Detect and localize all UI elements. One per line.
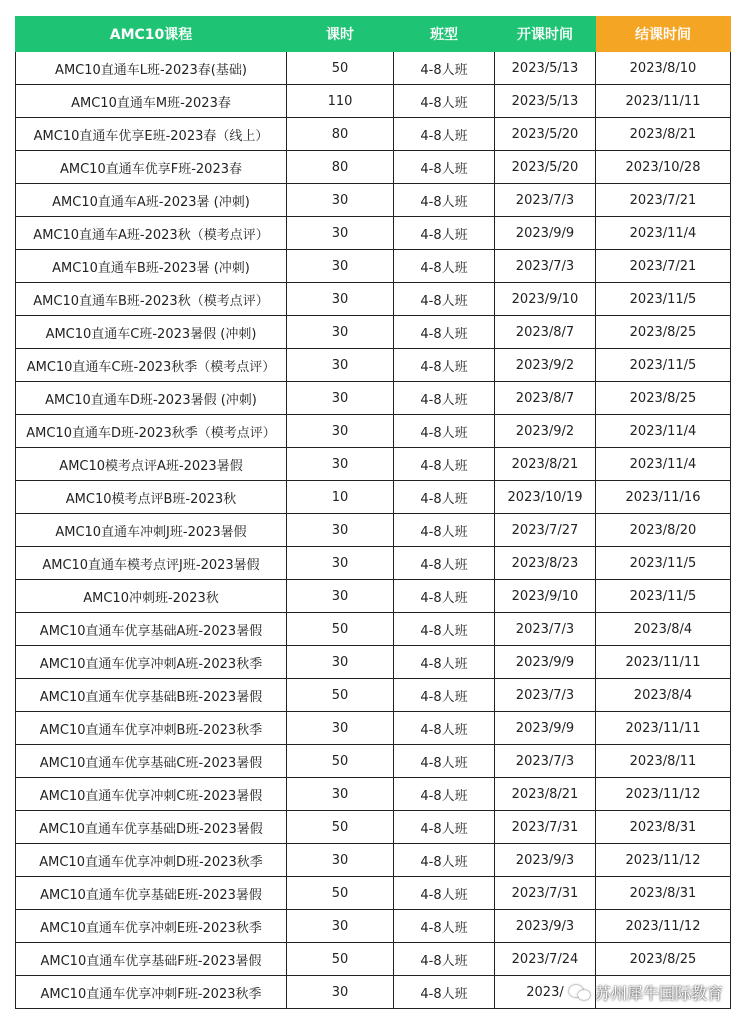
start-date-cell: 2023/10/19 [495,481,596,514]
hours-cell: 30 [287,382,394,415]
header-start-date: 开课时间 [495,17,596,52]
class-type-cell: 4-8人班 [394,217,495,250]
course-name-cell: AMC10直通车优享冲刺F班-2023秋季 [16,976,287,1009]
start-date-cell: 2023/9/2 [495,415,596,448]
hours-cell: 30 [287,316,394,349]
course-name-cell: AMC10直通车优享F班-2023春 [16,151,287,184]
course-name-cell: AMC10直通车D班-2023暑假 (冲刺) [16,382,287,415]
start-date-cell: 2023/7/31 [495,811,596,844]
course-name-cell: AMC10直通车A班-2023暑 (冲刺) [16,184,287,217]
watermark [569,981,723,1004]
end-date-cell: 2023/8/11 [596,745,731,778]
end-date-cell: 2023/11/5 [596,580,731,613]
start-date-cell: 2023/7/3 [495,679,596,712]
start-date-cell: 2023/9/9 [495,646,596,679]
table-row [16,481,731,514]
start-date-cell: 2023/7/3 [495,745,596,778]
course-name-cell: AMC10直通车优享基础E班-2023暑假 [16,877,287,910]
hours-cell: 30 [287,448,394,481]
course-name-cell: AMC10冲刺班-2023秋 [16,580,287,613]
hours-cell: 80 [287,118,394,151]
header-course: AMC10课程 [16,17,287,52]
hours-cell: 50 [287,679,394,712]
end-date-cell: 2023/8/25 [596,316,731,349]
class-type-cell: 4-8人班 [394,679,495,712]
start-date-cell: 2023/8/7 [495,382,596,415]
header-row [16,17,731,52]
start-date-cell: 2023/8/23 [495,547,596,580]
class-type-cell: 4-8人班 [394,844,495,877]
table-row [16,646,731,679]
end-date-cell: 2023/11/4 [596,415,731,448]
end-date-cell: 2023/8/4 [596,679,731,712]
table-body [16,52,731,1009]
header-end-date: 结课时间 [596,17,731,52]
class-type-cell: 4-8人班 [394,52,495,85]
course-name-cell: AMC10直通车优享E班-2023春（线上） [16,118,287,151]
hours-cell: 30 [287,844,394,877]
hours-cell: 30 [287,349,394,382]
hours-cell: 30 [287,250,394,283]
course-name-cell: AMC10直通车优享基础A班-2023暑假 [16,613,287,646]
end-date-cell: 2023/11/11 [596,646,731,679]
end-date-cell: 2023/8/10 [596,52,731,85]
hours-cell: 50 [287,877,394,910]
table-row [16,514,731,547]
class-type-cell: 4-8人班 [394,514,495,547]
wechat-icon [569,985,591,1001]
hours-cell: 50 [287,943,394,976]
start-date-cell: 2023/5/20 [495,118,596,151]
table-row [16,910,731,943]
header-hours: 课时 [287,17,394,52]
table-row [16,745,731,778]
hours-cell: 50 [287,811,394,844]
course-name-cell: AMC10直通车优享基础F班-2023暑假 [16,943,287,976]
table-row [16,811,731,844]
hours-cell: 110 [287,85,394,118]
end-date-cell: 2023/7/21 [596,250,731,283]
course-name-cell: AMC10直通车优享冲刺C班-2023暑假 [16,778,287,811]
hours-cell: 80 [287,151,394,184]
start-date-cell: 2023/9/2 [495,349,596,382]
class-type-cell: 4-8人班 [394,778,495,811]
end-date-cell: 2023/11/4 [596,217,731,250]
course-name-cell: AMC10直通车A班-2023秋（模考点评） [16,217,287,250]
table-row [16,580,731,613]
hours-cell: 30 [287,778,394,811]
class-type-cell: 4-8人班 [394,283,495,316]
start-date-cell: 2023/9/10 [495,283,596,316]
course-name-cell: AMC10直通车模考点评J班-2023暑假 [16,547,287,580]
end-date-cell: 2023/11/11 [596,85,731,118]
table-row [16,184,731,217]
course-name-cell: AMC10模考点评A班-2023暑假 [16,448,287,481]
course-name-cell: AMC10模考点评B班-2023秋 [16,481,287,514]
course-name-cell: AMC10直通车M班-2023春 [16,85,287,118]
course-name-cell: AMC10直通车优享冲刺D班-2023秋季 [16,844,287,877]
start-date-cell: 2023/7/3 [495,613,596,646]
start-date-cell: 2023/7/27 [495,514,596,547]
table-row [16,613,731,646]
course-name-cell: AMC10直通车冲刺J班-2023暑假 [16,514,287,547]
table-row [16,382,731,415]
start-date-cell: 2023/8/7 [495,316,596,349]
table-row [16,217,731,250]
class-type-cell: 4-8人班 [394,415,495,448]
class-type-cell: 4-8人班 [394,382,495,415]
end-date-cell: 2023/11/4 [596,448,731,481]
class-type-cell: 4-8人班 [394,712,495,745]
end-date-cell: 2023/11/11 [596,712,731,745]
start-date-cell: 2023/9/3 [495,844,596,877]
header-class-type: 班型 [394,17,495,52]
course-name-cell: AMC10直通车优享基础C班-2023暑假 [16,745,287,778]
class-type-cell: 4-8人班 [394,85,495,118]
hours-cell: 30 [287,415,394,448]
end-date-cell: 2023/11/12 [596,844,731,877]
table-row [16,679,731,712]
class-type-cell: 4-8人班 [394,877,495,910]
watermark-text: 苏州犀牛国际教育 [594,984,723,1003]
end-date-cell: 2023/8/25 [596,943,731,976]
start-date-cell: 2023/ [495,976,596,1009]
table-row [16,151,731,184]
table-row [16,943,731,976]
start-date-cell: 2023/5/13 [495,52,596,85]
hours-cell: 50 [287,745,394,778]
table-row [16,250,731,283]
start-date-cell: 2023/7/3 [495,250,596,283]
course-name-cell: AMC10直通车C班-2023秋季（模考点评） [16,349,287,382]
hours-cell: 10 [287,481,394,514]
table-row [16,877,731,910]
course-name-cell: AMC10直通车优享基础D班-2023暑假 [16,811,287,844]
hours-cell: 30 [287,910,394,943]
table-row [16,547,731,580]
hours-cell: 30 [287,580,394,613]
hours-cell: 30 [287,514,394,547]
end-date-cell: 2023/11/12 [596,778,731,811]
class-type-cell: 4-8人班 [394,184,495,217]
table-row [16,778,731,811]
end-date-cell: 2023/8/31 [596,877,731,910]
start-date-cell: 2023/7/24 [495,943,596,976]
class-type-cell: 4-8人班 [394,547,495,580]
hours-cell: 30 [287,184,394,217]
class-type-cell: 4-8人班 [394,481,495,514]
start-date-cell: 2023/5/20 [495,151,596,184]
table-row [16,52,731,85]
course-name-cell: AMC10直通车D班-2023秋季（模考点评） [16,415,287,448]
end-date-cell: 2023/8/4 [596,613,731,646]
end-date-cell: 2023/11/5 [596,547,731,580]
start-date-cell: 2023/8/21 [495,448,596,481]
table-row [16,844,731,877]
hours-cell: 30 [287,976,394,1009]
start-date-cell: 2023/8/21 [495,778,596,811]
table-row [16,118,731,151]
course-name-cell: AMC10直通车优享冲刺A班-2023秋季 [16,646,287,679]
end-date-cell: 2023/11/5 [596,349,731,382]
end-date-cell: 2023/11/12 [596,910,731,943]
hours-cell: 30 [287,646,394,679]
course-name-cell: AMC10直通车B班-2023暑 (冲刺) [16,250,287,283]
class-type-cell: 4-8人班 [394,646,495,679]
class-type-cell: 4-8人班 [394,910,495,943]
course-schedule-table [15,16,731,1009]
course-name-cell: AMC10直通车优享冲刺E班-2023秋季 [16,910,287,943]
table-row [16,712,731,745]
class-type-cell: 4-8人班 [394,151,495,184]
table-row [16,448,731,481]
start-date-cell: 2023/9/3 [495,910,596,943]
course-name-cell: AMC10直通车优享冲刺B班-2023秋季 [16,712,287,745]
end-date-cell: 2023/10/28 [596,151,731,184]
start-date-cell: 2023/7/31 [495,877,596,910]
class-type-cell: 4-8人班 [394,943,495,976]
course-name-cell: AMC10直通车L班-2023春(基础) [16,52,287,85]
end-date-cell: 2023/8/21 [596,118,731,151]
table-row [16,85,731,118]
table-row [16,283,731,316]
hours-cell: 30 [287,547,394,580]
course-name-cell: AMC10直通车优享基础B班-2023暑假 [16,679,287,712]
end-date-cell: 2023/8/25 [596,382,731,415]
table-row [16,415,731,448]
class-type-cell: 4-8人班 [394,316,495,349]
class-type-cell: 4-8人班 [394,349,495,382]
class-type-cell: 4-8人班 [394,448,495,481]
class-type-cell: 4-8人班 [394,976,495,1009]
table-row [16,349,731,382]
hours-cell: 50 [287,613,394,646]
class-type-cell: 4-8人班 [394,118,495,151]
end-date-cell: 2023/11/16 [596,481,731,514]
start-date-cell: 2023/9/10 [495,580,596,613]
start-date-cell: 2023/5/13 [495,85,596,118]
hours-cell: 30 [287,217,394,250]
class-type-cell: 4-8人班 [394,613,495,646]
start-date-cell: 2023/7/3 [495,184,596,217]
hours-cell: 50 [287,52,394,85]
end-date-cell: 2023/7/21 [596,184,731,217]
start-date-cell: 2023/9/9 [495,217,596,250]
class-type-cell: 4-8人班 [394,745,495,778]
class-type-cell: 4-8人班 [394,580,495,613]
class-type-cell: 4-8人班 [394,250,495,283]
start-date-cell: 2023/9/9 [495,712,596,745]
class-type-cell: 4-8人班 [394,811,495,844]
course-name-cell: AMC10直通车B班-2023秋（模考点评） [16,283,287,316]
table-row [16,316,731,349]
hours-cell: 30 [287,712,394,745]
end-date-cell: 2023/8/20 [596,514,731,547]
end-date-cell: 2023/11/5 [596,283,731,316]
hours-cell: 30 [287,283,394,316]
course-name-cell: AMC10直通车C班-2023暑假 (冲刺) [16,316,287,349]
end-date-cell: 2023/8/31 [596,811,731,844]
